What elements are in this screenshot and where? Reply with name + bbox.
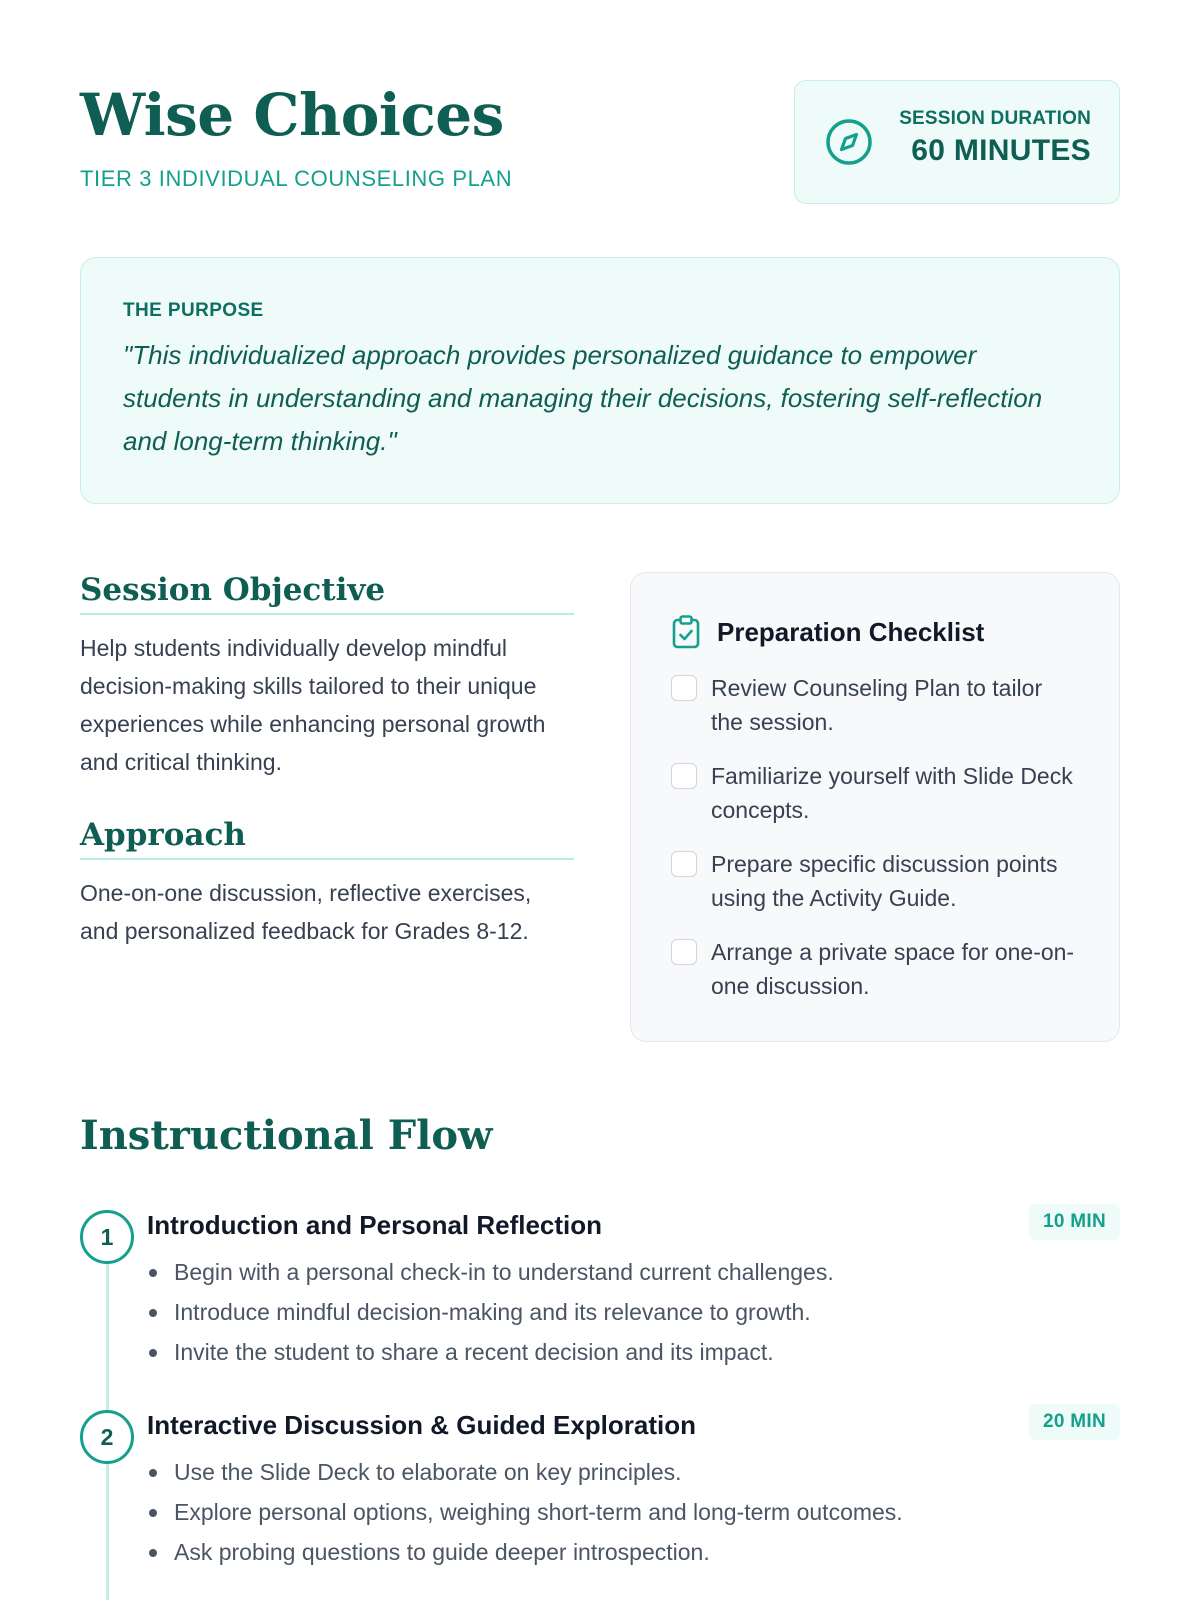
list-item: Introduce mindful decision-making and its relevance to growth. bbox=[147, 1292, 834, 1332]
approach-heading: Approach bbox=[80, 817, 574, 860]
preparation-checklist bbox=[630, 572, 1120, 1042]
step-bullet-list bbox=[147, 1252, 834, 1372]
purpose-quote: "This individualized approach provides personalized guidance to empower students in understanding and managing their decisions, fostering self-reflection and long-term thinking." bbox=[123, 340, 1043, 456]
checklist-header bbox=[671, 615, 1079, 649]
page-title: Wise Choices bbox=[80, 81, 504, 149]
approach-body: One-on-one discussion, reflective exercises, and personalized feedback for Grades 8-12. bbox=[80, 880, 532, 945]
step-title: Introduction and Personal Reflection bbox=[147, 1210, 603, 1240]
checklist-checkbox[interactable] bbox=[671, 939, 697, 965]
page-subtitle: TIER 3 INDIVIDUAL COUNSELING PLAN bbox=[80, 166, 513, 191]
step-title: Interactive Discussion & Guided Exploration bbox=[147, 1410, 697, 1440]
objective-body: Help students individually develop mindful decision-making skills tailored to their unique experiences while enhancing personal growth and critical thinking. bbox=[80, 635, 546, 776]
checklist-item-label: Prepare specific discussion points using the Activity Guide. bbox=[711, 851, 1058, 911]
session-duration-card bbox=[794, 80, 1120, 204]
checklist-checkbox[interactable] bbox=[671, 851, 697, 877]
list-item: Begin with a personal check-in to understand current challenges. bbox=[147, 1252, 834, 1292]
checklist-item-label: Review Counseling Plan to tailor the session. bbox=[711, 675, 1043, 735]
checklist-item bbox=[671, 935, 1079, 1003]
checklist-checkbox[interactable] bbox=[671, 675, 697, 701]
list-item: Explore personal options, weighing short-term and long-term outcomes. bbox=[147, 1492, 903, 1532]
list-item: Use the Slide Deck to elaborate on key principles. bbox=[147, 1452, 903, 1492]
clipboard-check-icon bbox=[671, 615, 701, 649]
objective-approach-column bbox=[80, 572, 574, 950]
checklist-item bbox=[671, 759, 1079, 827]
list-item: Ask probing questions to guide deeper introspection. bbox=[147, 1532, 903, 1572]
step-bullet-list bbox=[147, 1452, 903, 1572]
instructional-flow-heading: Instructional Flow bbox=[80, 1112, 493, 1159]
step-number-badge: 1 bbox=[80, 1210, 134, 1264]
purpose-label: THE PURPOSE bbox=[123, 300, 264, 321]
compass-icon bbox=[825, 118, 873, 166]
checklist-checkbox[interactable] bbox=[671, 763, 697, 789]
step-duration-badge: 10 MIN bbox=[1029, 1204, 1120, 1240]
step-duration-badge: 20 MIN bbox=[1029, 1404, 1120, 1440]
step-number-badge: 2 bbox=[80, 1410, 134, 1464]
checklist-item bbox=[671, 671, 1079, 739]
checklist-title: Preparation Checklist bbox=[717, 616, 985, 647]
page-header bbox=[80, 80, 1120, 204]
objective-heading: Session Objective bbox=[80, 572, 574, 615]
duration-label: SESSION DURATION bbox=[899, 108, 1091, 129]
checklist-item-label: Familiarize yourself with Slide Deck concepts. bbox=[711, 763, 1073, 823]
purpose-panel bbox=[80, 257, 1120, 504]
checklist-item-label: Arrange a private space for one-on-one discussion. bbox=[711, 939, 1075, 999]
list-item: Invite the student to share a recent decision and its impact. bbox=[147, 1332, 834, 1372]
checklist-item bbox=[671, 847, 1079, 915]
duration-value: 60 MINUTES bbox=[911, 134, 1091, 167]
